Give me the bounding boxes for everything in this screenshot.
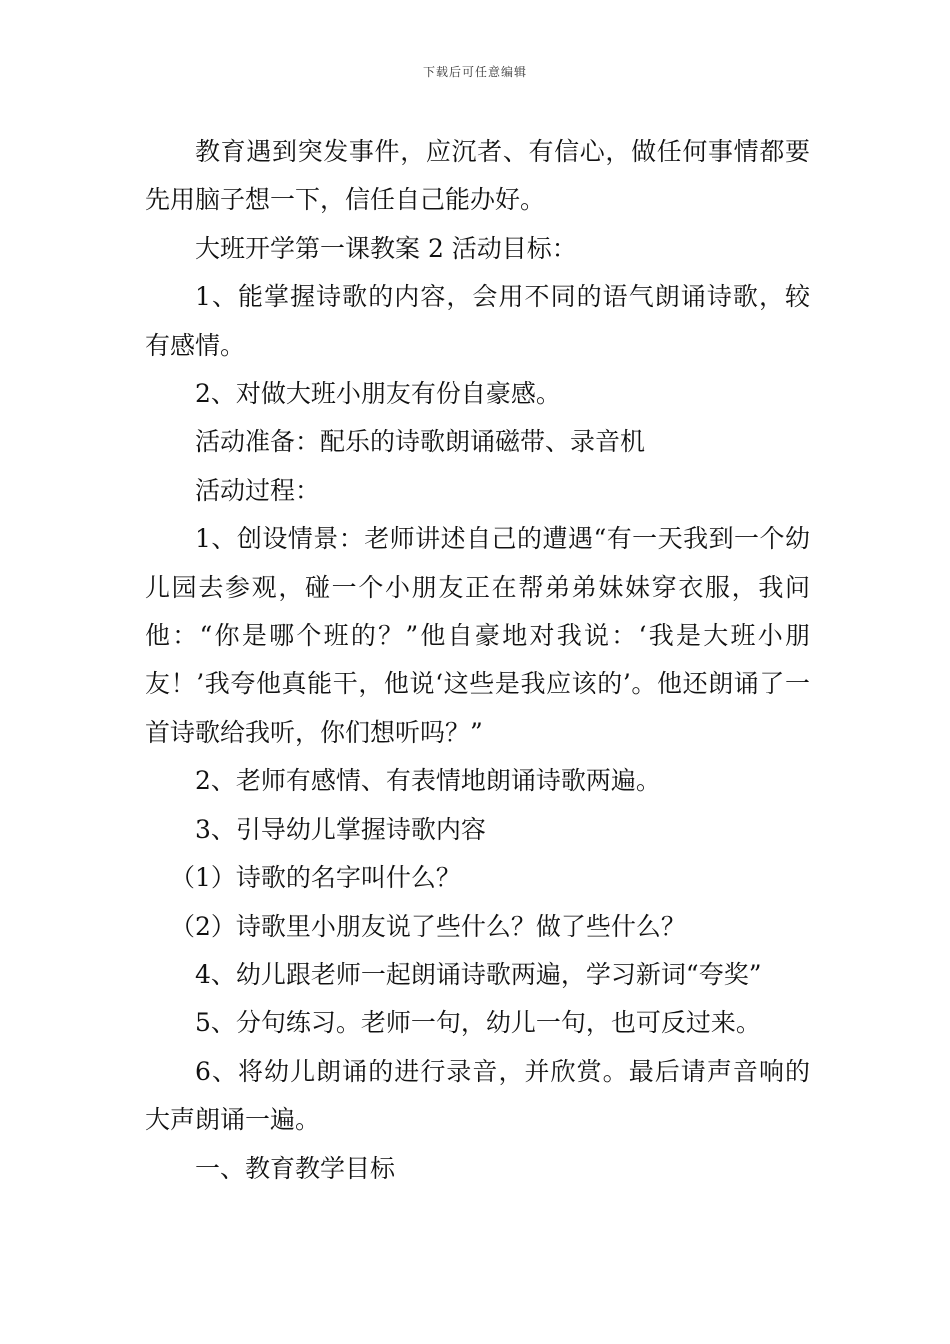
paragraph: 活动准备：配乐的诗歌朗诵磁带、录音机 bbox=[195, 427, 646, 457]
paragraph: 5、分句练习。老师一句，幼儿一句，也可反过来。 bbox=[195, 1008, 761, 1038]
paragraph: 2、对做大班小朋友有份自豪感。 bbox=[195, 379, 561, 409]
paragraph: 教育遇到突发事件，应沉者、有信心，做任何事情都要先用脑子想一下，信任自己能办好。 bbox=[145, 137, 810, 215]
paragraph: 一、教育教学目标 bbox=[195, 1153, 396, 1183]
paragraph: （1）诗歌的名字叫什么？ bbox=[170, 863, 461, 893]
paragraph: （2）诗歌里小朋友说了些什么？做了些什么？ bbox=[170, 911, 686, 941]
paragraph: 2、老师有感情、有表情地朗诵诗歌两遍。 bbox=[195, 766, 661, 796]
paragraph: 大班开学第一课教案 2 活动目标： bbox=[195, 233, 577, 263]
page-header: 下载后可任意编辑 bbox=[422, 65, 527, 79]
paragraph: 6、将幼儿朗诵的进行录音，并欣赏。最后请声音响的大声朗诵一遍。 bbox=[145, 1056, 810, 1135]
paragraph: 1、能掌握诗歌的内容，会用不同的语气朗诵诗歌，较有感情。 bbox=[145, 282, 810, 360]
paragraph: 3、引导幼儿掌握诗歌内容 bbox=[195, 814, 486, 844]
paragraph: 4、幼儿跟老师一起朗诵诗歌两遍，学习新词“夸奖” bbox=[195, 959, 762, 989]
paragraph: 活动过程： bbox=[195, 475, 321, 505]
paragraph: 1、创设情景：老师讲述自己的遭遇“有一天我到一个幼儿园去参观，碰一个小朋友正在帮弟弟妹妹穿衣服，我问他：“你是哪个班的？”他自豪地对我说：‘我是大班小朋友！’我夸他真能干，他说‘这些是我应该的’。他还朗诵了一首诗歌给我听，你们想听吗？” bbox=[145, 524, 810, 747]
document-body bbox=[145, 128, 810, 1193]
